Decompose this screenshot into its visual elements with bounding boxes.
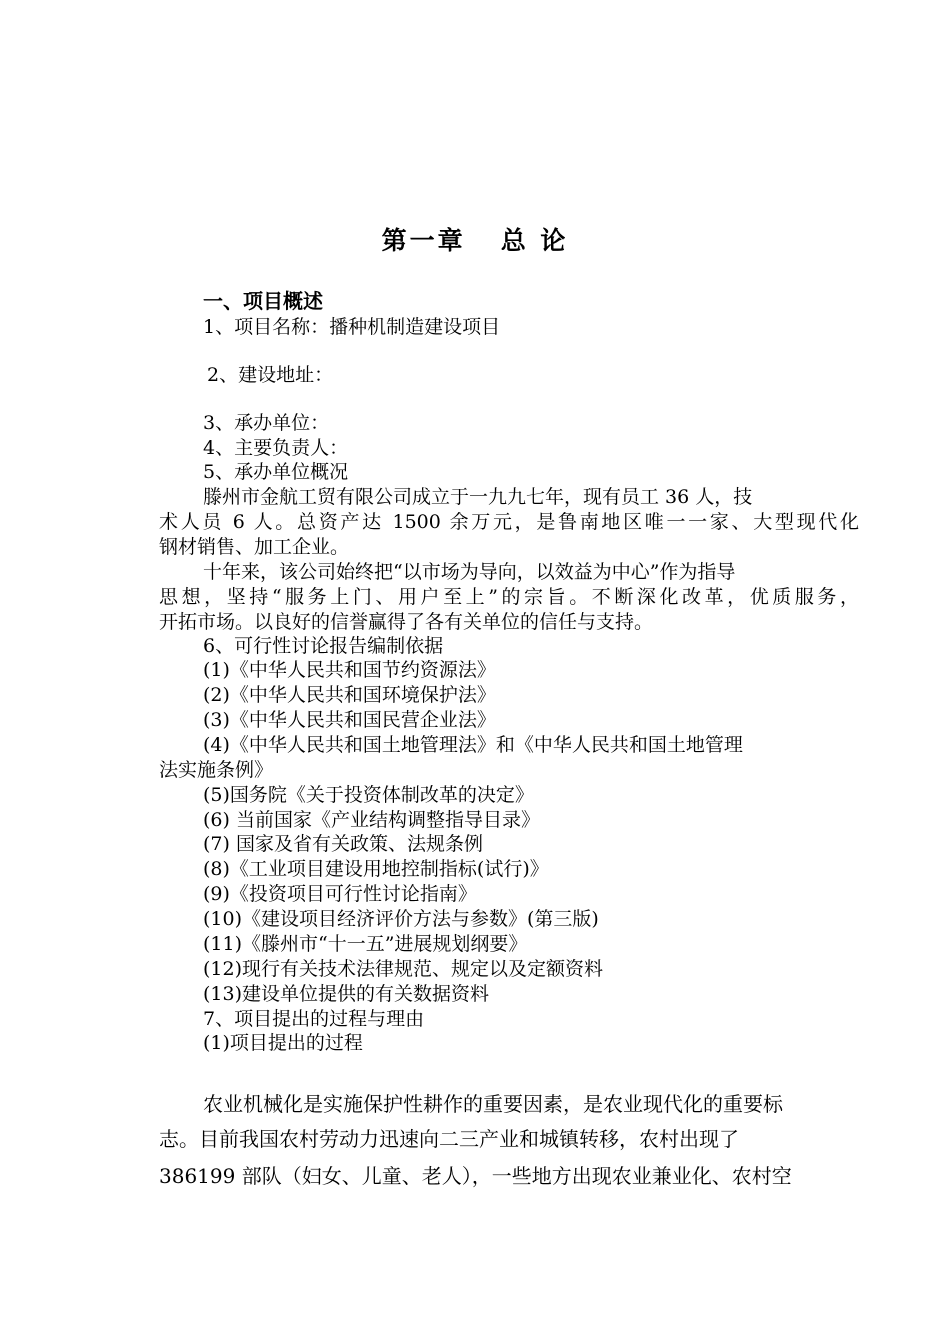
paragraph-line: 农业机械化是实施保护性耕作的重要因素，是农业现代化的重要标 bbox=[203, 1092, 783, 1116]
item-project-name: 1、项目名称：播种机制造建设项目 bbox=[203, 316, 501, 338]
paragraph-line: 思想，坚持“服务上门、用户至上”的宗旨。不断深化改革，优质服务， bbox=[159, 586, 859, 608]
chapter-title: 第一章 总 论 bbox=[381, 226, 569, 255]
basis-list-item: (10)《建设项目经济评价方法与参数》(第三版) bbox=[203, 908, 599, 930]
basis-list-item: (5)国务院《关于投资体制改革的决定》 bbox=[203, 784, 534, 806]
basis-list-item: (2)《中华人民共和国环境保护法》 bbox=[203, 684, 496, 706]
basis-list-item: (1)《中华人民共和国节约资源法》 bbox=[203, 659, 496, 681]
paragraph-line: 十年来，该公司始终把“以市场为导向，以效益为中心”作为指导 bbox=[203, 561, 736, 583]
paragraph-line: 滕州市金航工贸有限公司成立于一九九七年，现有员工 36 人，技 bbox=[203, 486, 753, 508]
paragraph-line: 志。目前我国农村劳动力迅速向二三产业和城镇转移，农村出现了 bbox=[159, 1127, 739, 1151]
basis-list-item: (8)《工业项目建设用地控制指标(试行)》 bbox=[203, 858, 549, 880]
item-host-unit: 3、承办单位： bbox=[203, 412, 330, 434]
item-basis-heading: 6、可行性讨论报告编制依据 bbox=[203, 635, 444, 657]
paragraph-line: 钢材销售、加工企业。 bbox=[159, 536, 350, 558]
paragraph-line: 开拓市场。以良好的信誉赢得了各有关单位的信任与支持。 bbox=[159, 611, 654, 633]
basis-list-item-cont: 法实施条例》 bbox=[159, 759, 274, 781]
item-construction-site: 2、建设地址： bbox=[207, 364, 334, 386]
item-main-leader: 4、主要负责人： bbox=[203, 437, 349, 459]
basis-list-item: (7) 国家及省有关政策、法规条例 bbox=[203, 833, 483, 855]
item-process-heading: 7、项目提出的过程与理由 bbox=[203, 1008, 425, 1030]
basis-list-item: (6) 当前国家《产业结构调整指导目录》 bbox=[203, 809, 540, 831]
basis-list-item: (12)现行有关技术法律规范、规定以及定额资料 bbox=[203, 958, 604, 980]
basis-list-item: (11)《滕州市“十一五”进展规划纲要》 bbox=[203, 933, 528, 955]
item-unit-overview: 5、承办单位概况 bbox=[203, 461, 349, 483]
section-heading: 一、项目概述 bbox=[203, 289, 323, 313]
basis-list-item: (4)《中华人民共和国土地管理法》和《中华人民共和国土地管理 bbox=[203, 734, 743, 756]
basis-list-item: (9)《投资项目可行性讨论指南》 bbox=[203, 883, 477, 905]
paragraph-line: 术人员 6 人。总资产达 1500 余万元，是鲁南地区唯一一家、大型现代化 bbox=[159, 511, 859, 533]
basis-list-item: (13)建设单位提供的有关数据资料 bbox=[203, 983, 490, 1005]
paragraph-line: 386199 部队（妇女、儿童、老人），一些地方出现农业兼业化、农村空 bbox=[159, 1164, 792, 1188]
basis-list-item: (3)《中华人民共和国民营企业法》 bbox=[203, 709, 496, 731]
subitem-process: (1)项目提出的过程 bbox=[203, 1032, 363, 1054]
